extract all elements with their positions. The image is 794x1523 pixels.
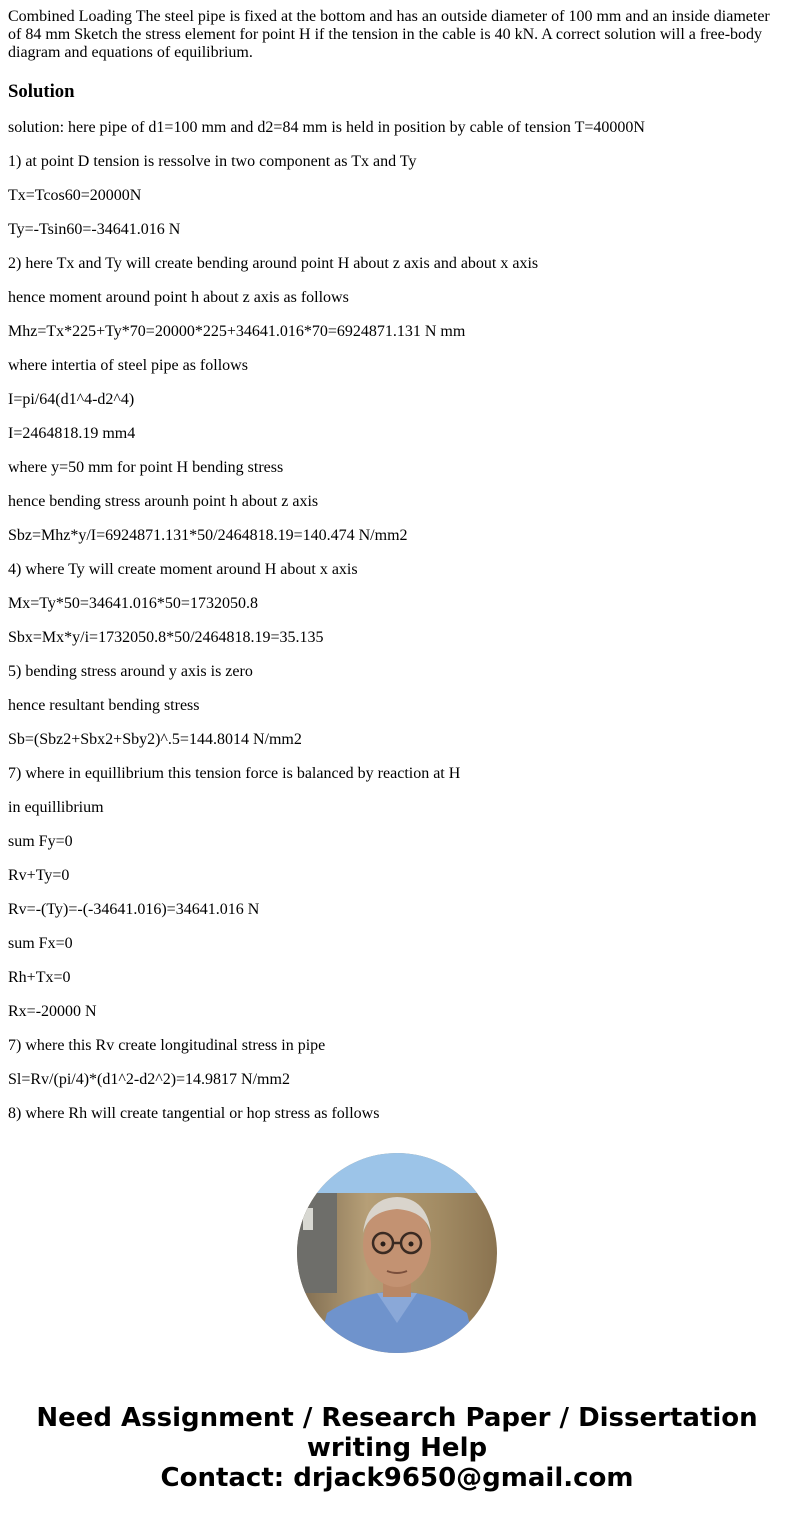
solution-line: where intertia of steel pipe as follows xyxy=(8,357,248,374)
solution-line: 7) where this Rv create longitudinal stress in pipe xyxy=(8,1037,326,1054)
solution-line: hence bending stress arounh point h about z axis xyxy=(8,493,319,510)
solution-line: in equillibrium xyxy=(8,799,104,816)
solution-line: Rx=-20000 N xyxy=(8,1003,97,1020)
solution-line: 1) at point D tension is ressolve in two component as Tx and Ty xyxy=(8,153,417,170)
solution-line: 8) where Rh will create tangential or hop stress as follows xyxy=(8,1105,380,1122)
solution-line: Sl=Rv/(pi/4)*(d1^2-d2^2)=14.9817 N/mm2 xyxy=(8,1071,290,1088)
solution-line: I=2464818.19 mm4 xyxy=(8,425,136,442)
solution-line: I=pi/64(d1^4-d2^4) xyxy=(8,391,135,408)
solution-line: hence moment around point h about z axis as follows xyxy=(8,289,349,306)
question-text: Combined Loading The steel pipe is fixed at the bottom and has an outside diameter of 100 mm and an inside diameter of 84 mm Sketch the stress element for point H if the tension in the cable is 40 kN. A correct solution will a free-body diagram and equations of equilibrium. xyxy=(8,8,770,61)
solution-line: Mhz=Tx*225+Ty*70=20000*225+34641.016*70=6924871.131 N mm xyxy=(8,323,466,340)
solution-line: Mx=Ty*50=34641.016*50=1732050.8 xyxy=(8,595,258,612)
solution-line: where y=50 mm for point H bending stress xyxy=(8,459,284,476)
solution-line: Rv+Ty=0 xyxy=(8,867,70,884)
contact-footer xyxy=(0,1403,794,1493)
solution-line: Sbz=Mhz*y/I=6924871.131*50/2464818.19=140.474 N/mm2 xyxy=(8,527,408,544)
footer-line-2: writing Help xyxy=(306,1433,488,1463)
footer-line-3: Contact: drjack9650@gmail.com xyxy=(160,1463,634,1493)
solution-line: Rv=-(Ty)=-(-34641.016)=34641.016 N xyxy=(8,901,260,918)
solution-line: Rh+Tx=0 xyxy=(8,969,71,986)
solution-line: solution: here pipe of d1=100 mm and d2=84 mm is held in position by cable of tension T=40000N xyxy=(8,119,645,136)
solution-line: 5) bending stress around y axis is zero xyxy=(8,663,253,680)
solution-line: 2) here Tx and Ty will create bending around point H about z axis and about x axis xyxy=(8,255,539,272)
footer-line-1: Need Assignment / Research Paper / Dissertation xyxy=(36,1403,758,1433)
solution-line: sum Fy=0 xyxy=(8,833,73,850)
author-avatar xyxy=(297,1153,497,1353)
solution-line: 4) where Ty will create moment around H about x axis xyxy=(8,561,358,578)
solution-line: Ty=-Tsin60=-34641.016 N xyxy=(8,221,181,238)
solution-lines xyxy=(8,119,786,1122)
solution-line: Sbx=Mx*y/i=1732050.8*50/2464818.19=35.135 xyxy=(8,629,324,646)
solution-line: 7) where in equillibrium this tension force is balanced by reaction at H xyxy=(8,765,461,782)
solution-line: Sb=(Sbz2+Sbx2+Sby2)^.5=144.8014 N/mm2 xyxy=(8,731,302,748)
solution-line: Tx=Tcos60=20000N xyxy=(8,187,142,204)
solution-heading: Solution xyxy=(8,81,75,102)
document-content xyxy=(8,8,786,1122)
solution-line: sum Fx=0 xyxy=(8,935,73,952)
solution-line: hence resultant bending stress xyxy=(8,697,200,714)
